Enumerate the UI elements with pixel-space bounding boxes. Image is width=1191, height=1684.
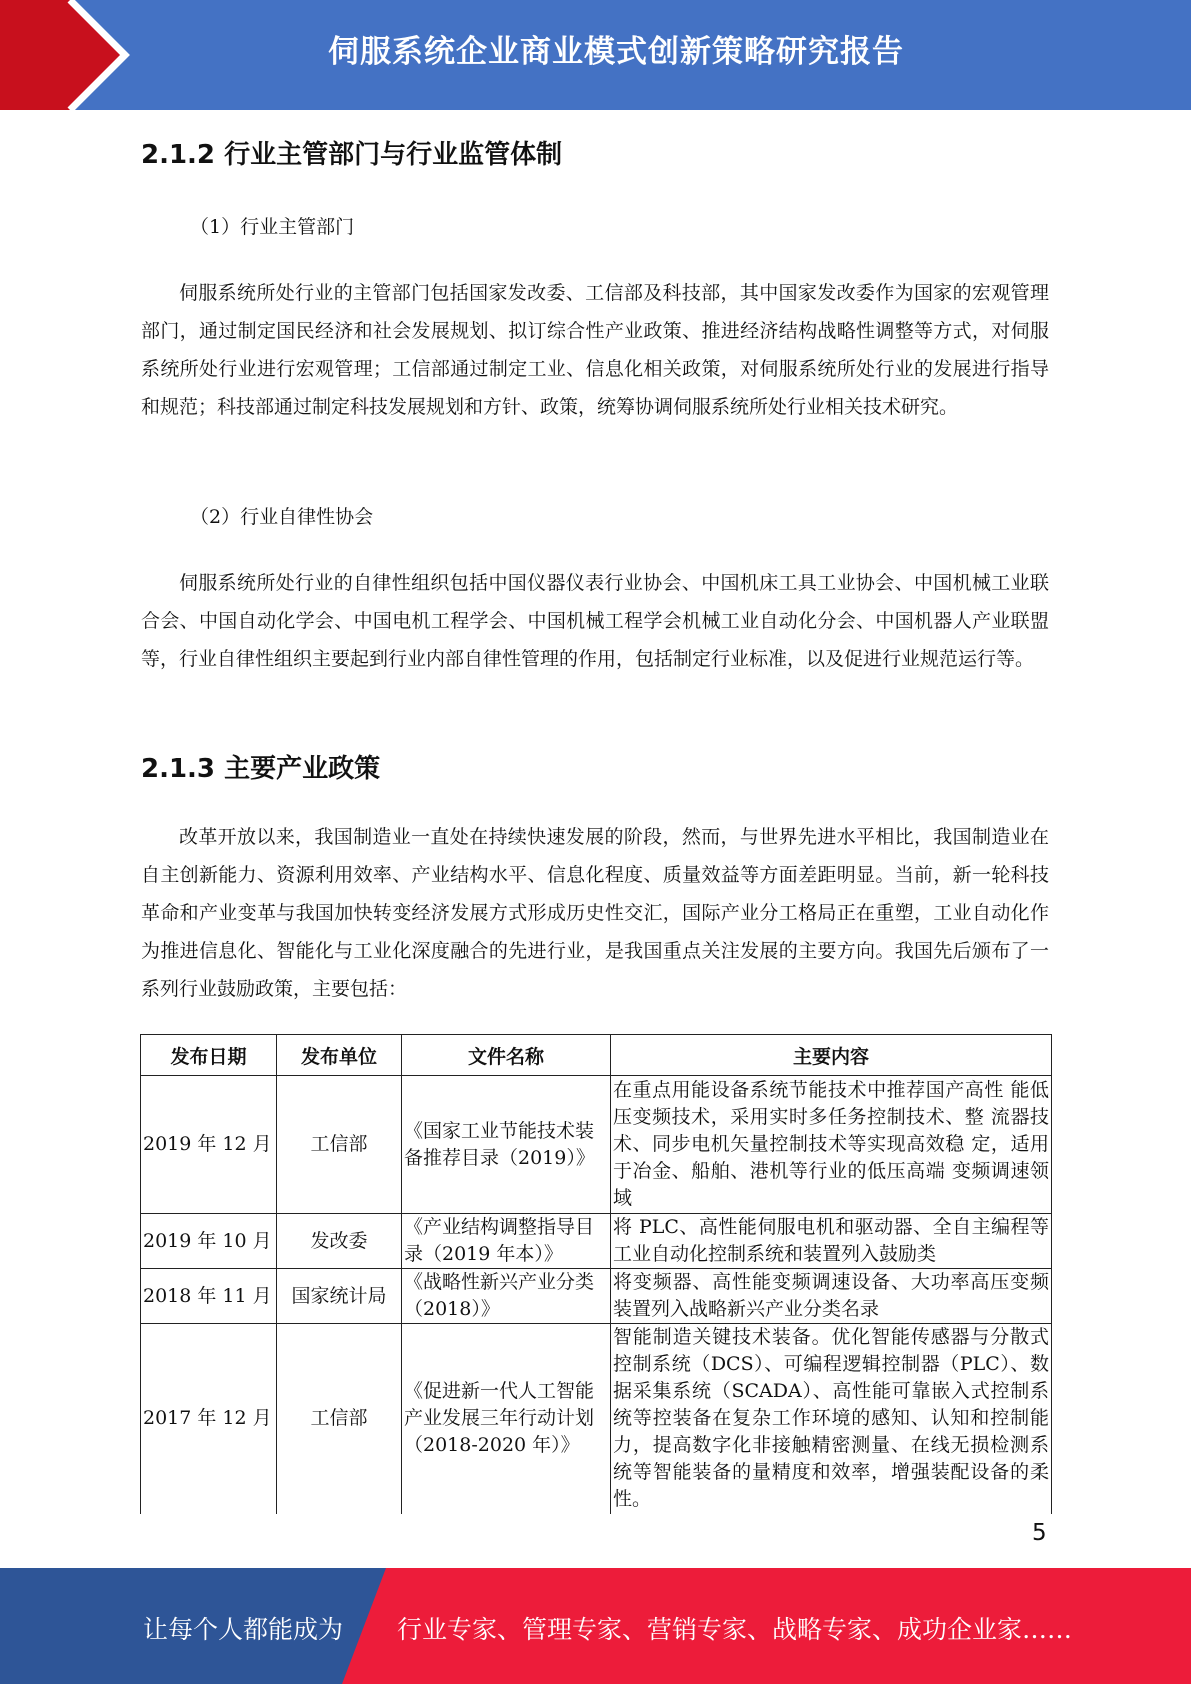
cell-doc: 《战略性新兴产业分类（2018）》 xyxy=(402,1269,611,1324)
page-number: 5 xyxy=(1032,1520,1047,1546)
cell-date: 2018 年 11 月 xyxy=(141,1269,277,1324)
column-header-date: 发布日期 xyxy=(141,1035,277,1076)
cell-content: 智能制造关键技术装备。优化智能传感器与分散式控制系统（DCS）、可编程逻辑控制器（PLC）、数据采集系统（SCADA）、高性能可靠嵌入式控制系统等控装备在复杂工作环境的感知、认知和控制能力，提高数字化非接触精密测量、在线无损检测系统等智能装备的量精度和效率，增强装配设备的柔性。 xyxy=(611,1324,1052,1514)
table-row xyxy=(141,1269,1052,1324)
cell-doc: 《产业结构调整指导目录（2019 年本）》 xyxy=(402,1214,611,1269)
footer-slogan-left: 让每个人都能成为 xyxy=(143,1615,344,1644)
table-row xyxy=(141,1214,1052,1269)
cell-doc: 《促进新一代人工智能产业发展三年行动计划（2018-2020 年）》 xyxy=(402,1324,611,1514)
cell-date: 2017 年 12 月 xyxy=(141,1324,277,1514)
cell-content: 将变频器、高性能变频调速设备、大功率高压变频装置列入战略新兴产业分类名录 xyxy=(611,1269,1052,1324)
page-footer xyxy=(0,1568,1191,1684)
cell-org: 国家统计局 xyxy=(277,1269,402,1324)
section-heading-2-1-3: 2.1.3 主要产业政策 xyxy=(141,754,381,784)
cell-date: 2019 年 10 月 xyxy=(141,1214,277,1269)
report-title: 伺服系统企业商业模式创新策略研究报告 xyxy=(328,34,904,70)
cell-content: 在重点用能设备系统节能技术中推荐国产高性 能低压变频技术，采用实时多任务控制技术、整 流器技术、同步电机矢量控制技术等实现高效稳 定，适用于冶金、船舶、港机等行业的低压高端 变频调速领域 xyxy=(611,1076,1052,1214)
cell-content: 将 PLC、高性能伺服电机和驱动器、全自主编程等工业自动化控制系统和装置列入鼓励类 xyxy=(611,1214,1052,1269)
table-row xyxy=(141,1324,1052,1514)
cell-doc: 《国家工业节能技术装备推荐目录（2019）》 xyxy=(402,1076,611,1214)
column-header-doc: 文件名称 xyxy=(402,1035,611,1076)
column-header-org: 发布单位 xyxy=(277,1035,402,1076)
table-row xyxy=(141,1076,1052,1214)
policy-table xyxy=(140,1034,1052,1514)
cell-org: 工信部 xyxy=(277,1324,402,1514)
cell-date: 2019 年 12 月 xyxy=(141,1076,277,1214)
cell-org: 发改委 xyxy=(277,1214,402,1269)
cell-org: 工信部 xyxy=(277,1076,402,1214)
table-header-row xyxy=(141,1035,1052,1076)
section-heading-2-1-2: 2.1.2 行业主管部门与行业监管体制 xyxy=(141,140,563,170)
paragraph-policy-intro: 改革开放以来，我国制造业一直处在持续快速发展的阶段，然而，与世界先进水平相比，我国制造业在自主创新能力、资源利用效率、产业结构水平、信息化程度、质量效益等方面差距明显。当前，新一轮科技革命和产业变革与我国加快转变经济发展方式形成历史性交汇，国际产业分工格局正在重塑，工业自动化作为推进信息化、智能化与工业化深度融合的先进行业，是我国重点关注发展的主要方向。我国先后颁布了一系列行业鼓励政策，主要包括： xyxy=(141,826,1049,1000)
paragraph-authority: 伺服系统所处行业的主管部门包括国家发改委、工信部及科技部，其中国家发改委作为国家的宏观管理部门，通过制定国民经济和社会发展规划、拟订综合性产业政策、推进经济结构战略性调整等方式，对伺服系统所处行业进行宏观管理；工信部通过制定工业、信息化相关政策，对伺服系统所处行业的发展进行指导和规范；科技部通过制定科技发展规划和方针、政策，统筹协调伺服系统所处行业相关技术研究。 xyxy=(141,282,1049,418)
column-header-content: 主要内容 xyxy=(611,1035,1052,1076)
footer-slogan-right: 行业专家、管理专家、营销专家、战略专家、成功企业家…… xyxy=(397,1615,1073,1644)
chevron-right-icon xyxy=(0,0,160,110)
subheading-authority: （1）行业主管部门 xyxy=(190,216,355,238)
page-header xyxy=(0,0,1191,110)
paragraph-association: 伺服系统所处行业的自律性组织包括中国仪器仪表行业协会、中国机床工具工业协会、中国机械工业联合会、中国自动化学会、中国电机工程学会、中国机械工程学会机械工业自动化分会、中国机器人产业联盟等，行业自律性组织主要起到行业内部自律性管理的作用，包括制定行业标准，以及促进行业规范运行等。 xyxy=(141,572,1049,670)
subheading-association: （2）行业自律性协会 xyxy=(190,506,374,528)
